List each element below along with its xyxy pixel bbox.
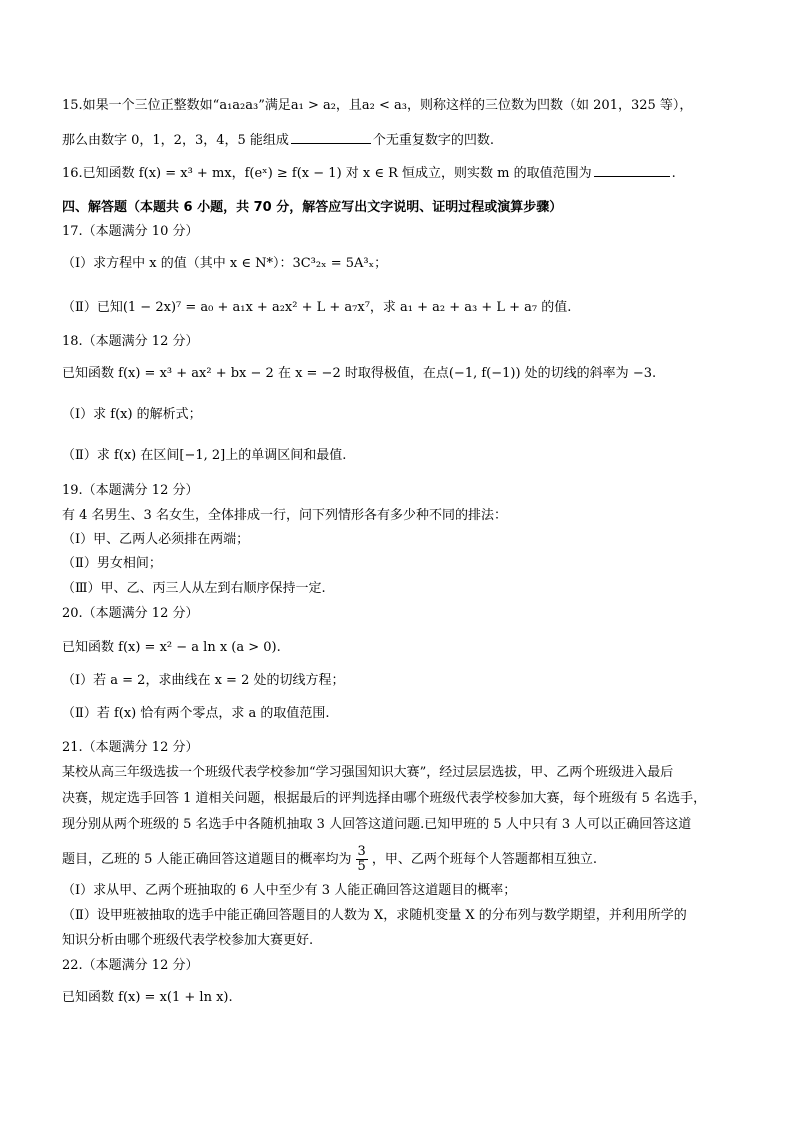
q19-part-3: （Ⅲ）甲、乙、丙三人从左到右顺序保持一定. [62, 581, 326, 596]
q21-stem-line-3: 现分别从两个班级的 5 名选手中各随机抽取 3 人回答这道问题.已知甲班的 5 人中只有 3 人可以正确回答这道 [62, 817, 692, 832]
q16-text-after-blank: . [671, 166, 676, 181]
q18-part-2: （Ⅱ）求 f(x) 在区间[−1, 2]上的单调区间和最值. [62, 448, 347, 463]
q21-part-2-line-1: （Ⅱ）设甲班被抽取的选手中能正确回答题目的人数为 X，求随机变量 X 的分布列与数学期望，并利用所学的 [62, 908, 687, 923]
q16-answer-blank [594, 163, 670, 177]
q20-part-1: （Ⅰ）若 a = 2，求曲线在 x = 2 处的切线方程； [62, 673, 345, 688]
q21-stem-line-2: 决赛，规定选手回答 1 道相关问题，根据最后的评判选择由哪个班级代表学校参加大赛，每个班级有 5 名选手， [62, 791, 707, 806]
q15-text-before-blank: 那么由数字 0，1，2，3，4，5 能组成 [62, 133, 289, 148]
q19-stem: 有 4 名男生、3 名女生，全体排成一行，问下列情形各有多少种不同的排法： [62, 508, 507, 523]
probability-fraction [356, 845, 368, 874]
fraction-denominator: 5 [357, 859, 366, 874]
q21-part-1: （Ⅰ）求从甲、乙两个班抽取的 6 人中至少有 3 人能正确回答这道题目的概率； [62, 883, 517, 898]
q15-text-after-blank: 个无重复数字的凹数. [372, 133, 495, 148]
fraction-numerator: 3 [357, 844, 366, 859]
q20-header: 20.（本题满分 12 分） [62, 606, 199, 621]
q22-stem: 已知函数 f(x) = x(1 + ln x). [62, 990, 233, 1005]
q16-text-before-blank: 16.已知函数 f(x) = x³ + mx，f(eˣ) ≥ f(x − 1) 对 x ∈ R 恒成立，则实数 m 的取值范围为 [62, 166, 592, 181]
q18-part-1: （Ⅰ）求 f(x) 的解析式； [62, 407, 202, 422]
q19-part-1: （Ⅰ）甲、乙两人必须排在两端； [62, 532, 250, 547]
q21-stem-line-1: 某校从高三年级选拔一个班级代表学校参加“学习强国知识大赛”，经过层层选拔，甲、乙两个班级进入最后 [62, 765, 674, 780]
q15-line-1: 15.如果一个三位正整数如“a₁a₂a₃”满足a₁ > a₂，且a₂ < a₃，则称这样的三位数为凹数（如 201，325 等）， [62, 98, 693, 113]
q17-part-2: （Ⅱ）已知(1 − 2x)⁷ = a₀ + a₁x + a₂x² + L + a₇x⁷，求 a₁ + a₂ + a₃ + L + a₇ 的值. [62, 300, 572, 315]
q21-header: 21.（本题满分 12 分） [62, 740, 199, 755]
q21-part-2-line-2: 知识分析由哪个班级代表学校参加大赛更好. [62, 933, 314, 948]
section-4-title: 四、解答题（本题共 6 小题，共 70 分，解答应写出文字说明、证明过程或演算步骤） [62, 200, 563, 215]
q15-answer-blank [291, 130, 371, 144]
q20-stem: 已知函数 f(x) = x² − a ln x (a > 0). [62, 640, 281, 655]
q18-header: 18.（本题满分 12 分） [62, 334, 199, 349]
q19-part-2: （Ⅱ）男女相间； [62, 556, 162, 571]
q19-header: 19.（本题满分 12 分） [62, 483, 199, 498]
q17-part-1: （Ⅰ）求方程中 x 的值（其中 x ∈ N*）：3C³₂ₓ = 5A³ₓ； [62, 256, 388, 271]
q21-text-before-fraction: 题目，乙班的 5 人能正确回答这道题目的概率均为 [62, 852, 352, 867]
q21-text-after-fraction: ，甲、乙两个班每个人答题都相互独立. [371, 852, 597, 867]
q21-stem-line-4 [62, 843, 742, 877]
q18-stem: 已知函数 f(x) = x³ + ax² + bx − 2 在 x = −2 时取得极值，在点(−1, f(−1)) 处的切线的斜率为 −3. [62, 366, 657, 381]
q16-line [62, 163, 742, 183]
q20-part-2: （Ⅱ）若 f(x) 恰有两个零点，求 a 的取值范围. [62, 706, 330, 721]
q15-line-2 [62, 130, 742, 150]
q17-header: 17.（本题满分 10 分） [62, 224, 199, 239]
q22-header: 22.（本题满分 12 分） [62, 958, 199, 973]
